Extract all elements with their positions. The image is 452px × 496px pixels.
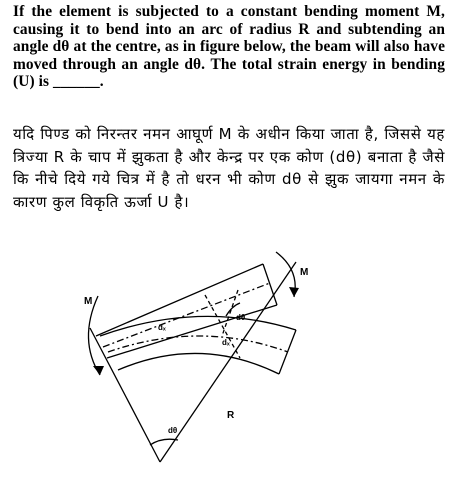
radius-line-right <box>160 262 296 462</box>
radius-label: R <box>227 410 235 421</box>
arc-top-edge <box>100 316 296 336</box>
radius-line-left <box>90 328 160 462</box>
question-english: If the element is subjected to a constant bending moment M, causing it to bend into an arc of radius R and subtending an angle dθ at the centre, as in figure below, the beam will also have moved through an angle dθ. The total strain energy in bending (U) is ______. <box>13 3 445 91</box>
dx-label-right: dₓ <box>222 338 230 347</box>
arc-bottom-edge <box>118 353 279 374</box>
moment-arrowhead-right <box>289 287 299 297</box>
question-hindi: यदि पिण्ड को निरन्तर नमन आघूर्ण M के अधीन किया जाता है, जिससे यह त्रिज्या R के चाप में झुकता है और केन्द्र पर एक कोण (dθ) बनाता है जैसे कि नीचे दिये गये चित्र में है तो धरन भी कोण dθ से झुक जायगा नमन के कारण कुल विकृति ऊर्जा U है। <box>13 125 445 211</box>
moment-label-left: M <box>84 296 93 307</box>
angle-label-top: dθ <box>236 313 246 322</box>
angle-label-centre: dθ <box>168 426 178 435</box>
dx-label-left: dₓ <box>158 323 166 332</box>
beam-top-edge <box>96 264 263 336</box>
arc-end-edge <box>279 330 296 374</box>
internal-line-1 <box>205 295 240 358</box>
beam-end-edge <box>263 264 277 305</box>
moment-label-right: M <box>300 267 309 278</box>
